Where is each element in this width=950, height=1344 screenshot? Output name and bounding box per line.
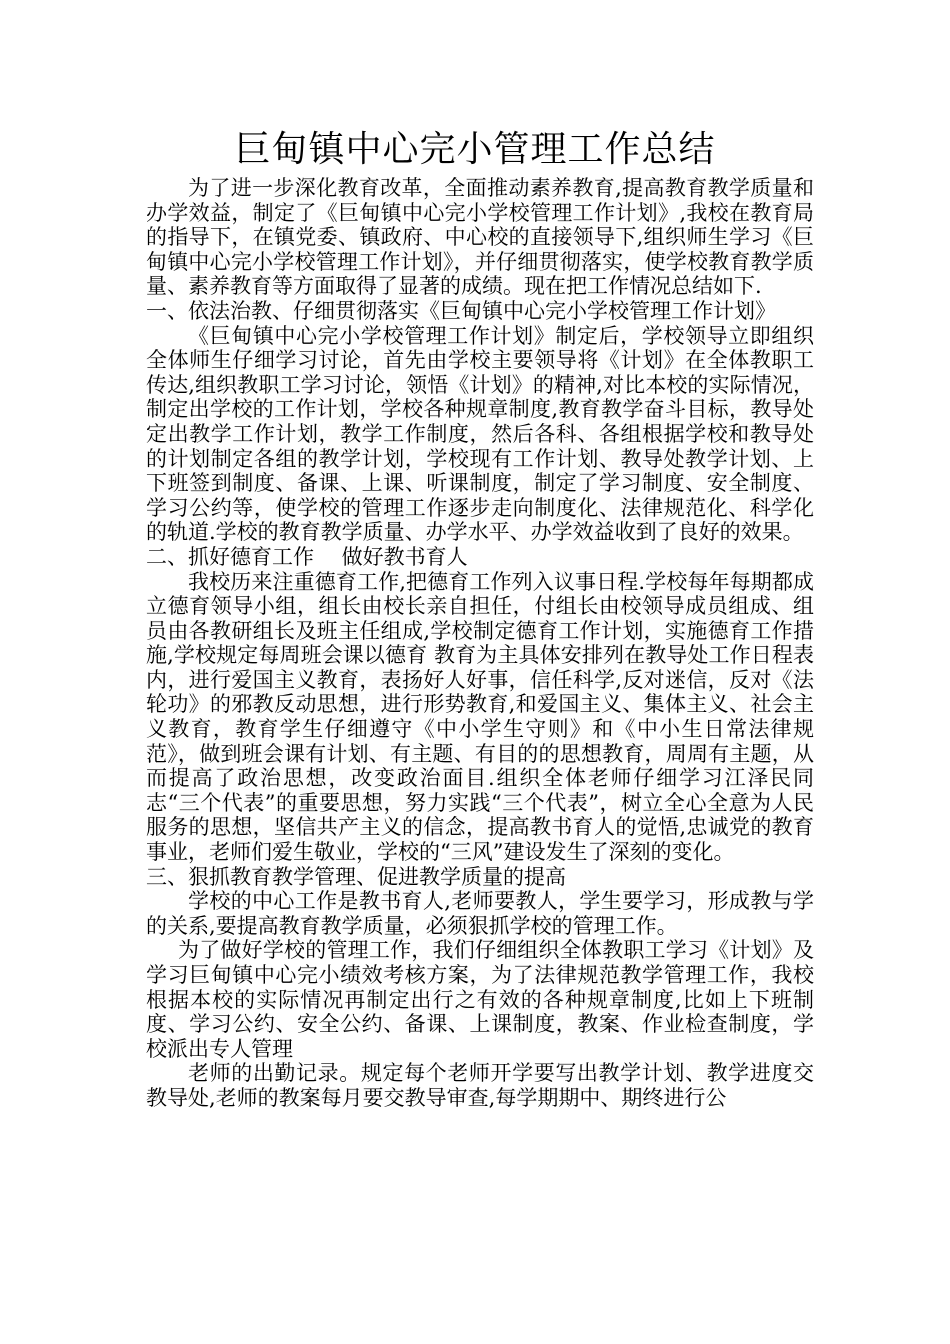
paragraph-section-2: 我校历来注重德育工作,把德育工作列入议事日程.学校每年每期都成立德育领导小组，组长由校长亲自担任，付组长由校领导成员组成、组员由各教研组长及班主任组成,学校制定德育工作计划，实施德育工作措施,学校规定每周班会课以德育 教育为主具体安排列在教导处工作日程表内，进行爱国主义教育，表扬好人好事，信任科学,反对迷信，反对《法轮功》的邪教反动思想，进行形势教育,和爱国主义、集体主义、社会主义教育，教育学生仔细遵守《中小学生守则》和《中小生日常法律规范》，做到班会课有计划、有主题、有目的的思想教育，周周有主题，从而提高了政治思想，改变政治面目.组织全体老师仔细学习江泽民同志“三个代表”的重要思想，努力实践“三个代表”，树立全心全意为人民服务的思想，坚信共产主义的信念，提高教书育人的觉悟,忠诚党的教育事业，老师们爱生敬业，学校的“三风”建设发生了深刻的变化。 bbox=[146, 569, 814, 865]
paragraph-section-1: 《巨甸镇中心完小学校管理工作计划》制定后，学校领导立即组织全体师生仔细学习讨论，首先由学校主要领导将《计划》在全体教职工传达,组织教职工学习讨论，领悟《计划》的精神,对比本校的实际情况，制定出学校的工作计划，学校各种规章制度,教育教学奋斗目标，教导处定出教学工作计划，教学工作制度，然后各科、各组根据学校和教导处的计划制定各组的教学计划，学校现有工作计划、教导处教学计划、上下班签到制度、备课、上课、听课制度，制定了学习制度、安全制度、学习公约等，使学校的管理工作逐步走向制度化、法律规范化、科学化的轨道.学校的教育教学质量、办学水平、办学效益收到了良好的效果。 bbox=[146, 323, 814, 545]
section-heading-3: 三、狠抓教育教学管理、促进教学质量的提高 bbox=[146, 864, 566, 889]
section-heading-2: 二、抓好德育工作 做好教书育人 bbox=[146, 544, 468, 569]
document-body bbox=[146, 176, 814, 1111]
document-title: 巨甸镇中心完小管理工作总结 bbox=[234, 129, 716, 170]
paragraph-section-3b: 为了做好学校的管理工作，我们仔细组织全体教职工学习《计划》及学习巨甸镇中心完小绩效考核方案，为了法律规范教学管理工作，我校根据本校的实际情况再制定出行之有效的各种规章制度,比如上下班制度、学习公约、安全公约、备课、上课制度，教案、作业检查制度，学校派出专人管理 bbox=[146, 938, 814, 1061]
paragraph-intro: 为了进一步深化教育改革，全面推动素养教育,提高教育教学质量和办学效益，制定了《巨甸镇中心完小学校管理工作计划》,我校在教育局的指导下，在镇党委、镇政府、中心校的直接领导下,组织师生学习《巨甸镇中心完小学校管理工作计划》，并仔细贯彻落实，使学校教育教学质量、素养教育等方面取得了显著的成绩。现在把工作情况总结如下. bbox=[146, 176, 814, 299]
paragraph-section-3c: 老师的出勤记录。规定每个老师开学要写出教学计划、教学进度交教导处,老师的教案每月要交教导审查,每学期期中、期终进行公 bbox=[146, 1061, 814, 1110]
paragraph-section-3a: 学校的中心工作是教书育人,老师要教人，学生要学习，形成教与学的关系,要提高教育教学质量，必须狠抓学校的管理工作。 bbox=[146, 889, 814, 938]
section-heading-1: 一、依法治教、仔细贯彻落实《巨甸镇中心完小学校管理工作计划》 bbox=[146, 298, 776, 323]
